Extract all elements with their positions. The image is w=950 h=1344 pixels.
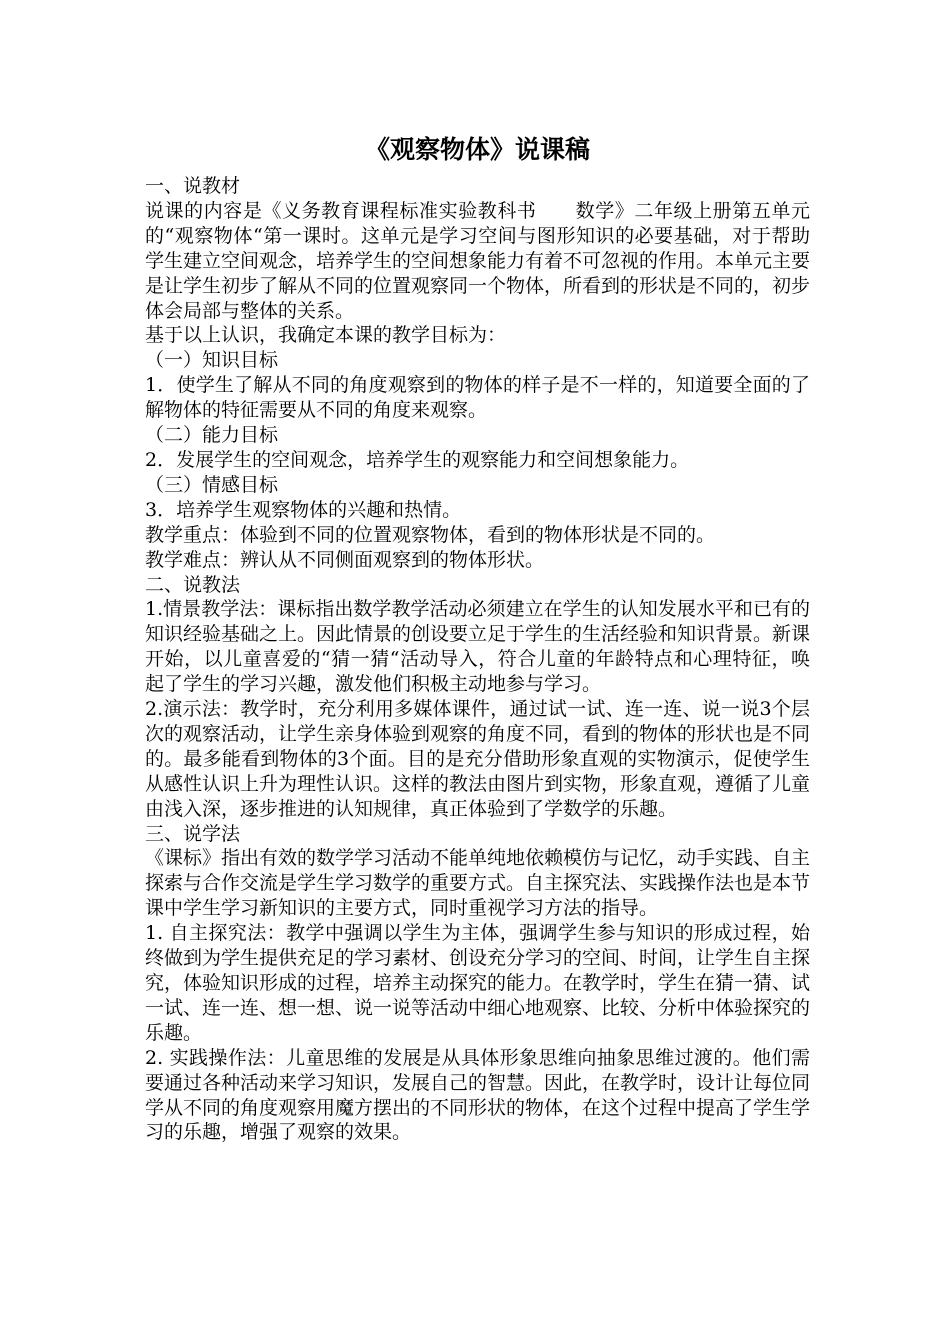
paragraph-key-point: 教学重点：体验到不同的位置观察物体，看到的物体形状是不同的。: [145, 523, 716, 546]
paragraph-self-exploration: 1. 自主探究法：教学中强调以学生为主体，强调学生参与知识的形成过程，始终做到为学生提供充足的学习素材、创设充分学习的空间、时间，让学生自主探究，体验知识形成的过程，培养主动探究的能力。在教学时，学生在猜一猜、试一试、连一连、想一想、说一说等活动中细心地观察、比较、分析中体验探究的乐趣。: [145, 922, 811, 1044]
subheading-emotion-goal: （三）情感目标: [145, 473, 279, 496]
paragraph-ability-goal: 2．发展学生的空间观念，培养学生的观察能力和空间想象能力。: [145, 448, 690, 471]
paragraph-curriculum-standard: 《课标》指出有效的数学学习活动不能单纯地依赖模仿与记忆，动手实践、自主探索与合作交流是学生学习数学的重要方式。自主探究法、实践操作法也是本节课中学生学习新知识的主要方式，同时重视学习方法的指导。: [145, 847, 811, 920]
section-heading-teaching-method: 二、说教法: [145, 573, 241, 596]
paragraph-emotion-goal: 3．培养学生观察物体的兴趣和热情。: [145, 498, 462, 521]
paragraph-content-intro: 说课的内容是《义务教育课程标准实验教科书 数学》二年级上册第五单元的“观察物体“第一课时。这单元是学习空间与图形知识的必要基础，对于帮助学生建立空间观念，培养学生的空间想象能力有着不可忽视的作用。本单元主要是让学生初步了解从不同的位置观察同一个物体，所看到的形状是不同的，初步体会局部与整体的关系。: [145, 199, 811, 322]
paragraph-practical-operation: 2. 实践操作法：儿童思维的发展是从具体形象思维向抽象思维过渡的。他们需要通过各种活动来学习知识，发展自己的智慧。因此，在教学时，设计让每位同学从不同的角度观察用魔方摆出的不同形状的物体，在这个过程中提高了学生学习的乐趣，增强了观察的效果。: [145, 1046, 811, 1144]
section-heading-teaching-material: 一、说教材: [145, 175, 241, 197]
paragraph-goal-intro: 基于以上认识，我确定本课的教学目标为：: [145, 324, 507, 347]
paragraph-situational-method: 1.情景教学法：课标指出数学教学活动必须建立在学生的认知发展水平和已有的知识经验基础之上。因此情景的创设要立足于学生的生活经验和知识背景。新课开始，以儿童喜爱的“猜一猜“活动导入，符合儿童的年龄特点和心理特征，唤起了学生的学习兴趣，激发他们积极主动地参与学习。: [145, 598, 811, 696]
paragraph-difficult-point: 教学难点：辨认从不同侧面观察到的物体形状。: [145, 548, 545, 571]
paragraph-knowledge-goal: 1．使学生了解从不同的角度观察到的物体的样子是不一样的，知道要全面的了解物体的特征需要从不同的角度来观察。: [145, 374, 810, 422]
subheading-knowledge-goal: （一）知识目标: [145, 349, 279, 372]
subheading-ability-goal: （二）能力目标: [145, 424, 279, 447]
document-title: 《观察物体》说课稿: [364, 135, 590, 164]
paragraph-demonstration-method: 2.演示法：教学时，充分利用多媒体课件，通过试一试、连一连、说一说3个层次的观察活动，让学生亲身体验到观察的角度不同，看到的物体的形状也是不同的。最多能看到物体的3个面。目的是充分借助形象直观的实物演示，促使学生从感性认识上升为理性认识。这样的教法由图片到实物，形象直观，遵循了儿童由浅入深，逐步推进的认知规律，真正体验到了学数学的乐趣。: [145, 698, 811, 820]
section-heading-learning-method: 三、说学法: [145, 822, 241, 845]
document-page: [145, 132, 810, 1145]
